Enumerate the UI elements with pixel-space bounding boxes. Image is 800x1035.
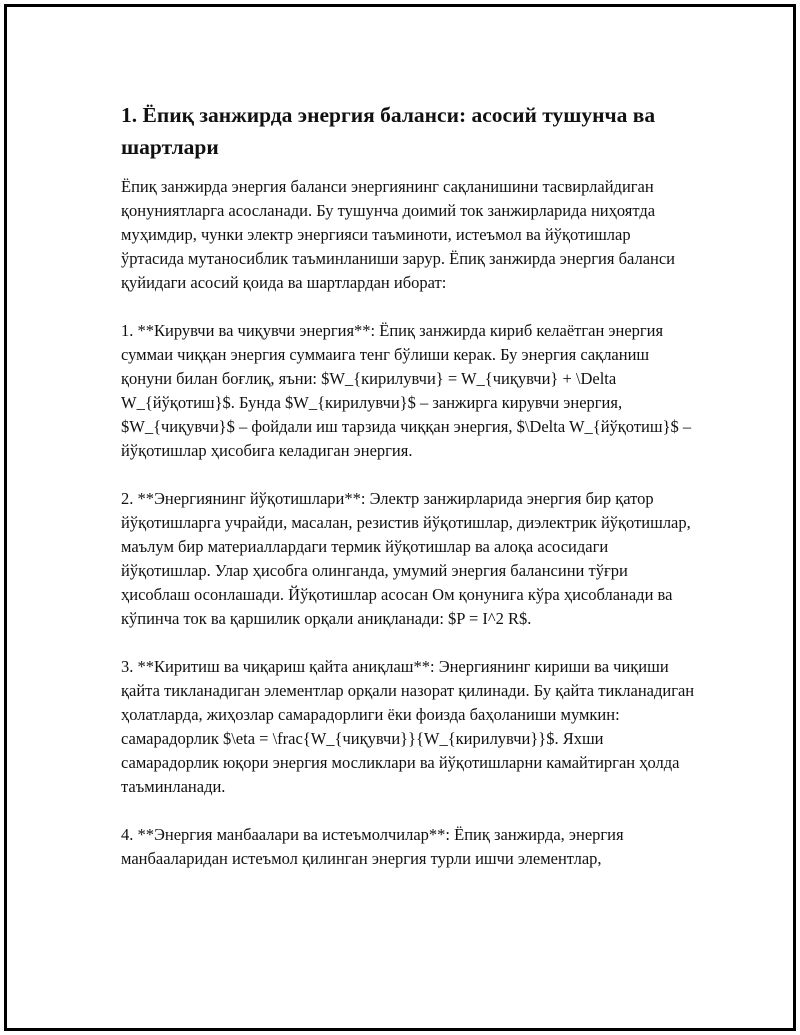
page-frame [4, 4, 796, 1031]
intro-paragraph: Ёпиқ занжирда энергия баланси энергиянинг сақланишини тасвирлайдиган қонуниятларга асосланади. Бу тушунча доимий ток занжирларида ниҳоятда муҳимдир, чунки электр энергияси таъминоти, истеъмол ва йўқотишлар ўртасида мутаносиблик таъминланиши зарур. Ёпиқ занжирда энергия баланси қуйидаги асосий қоида ва шартлардан иборат: [121, 177, 676, 292]
paragraph-input-output-energy: 1. **Кирувчи ва чиқувчи энергия**: Ёпиқ занжирда кириб келаётган энергия суммаи чиққан энергия суммаига тенг бўлиши керак. Бу энергия сақланиш қонуни билан боғлиқ, яъни: $W_{кирилувчи} = W_{чиқувчи} + \Delta W_{йўқотиш}$. Бунда $W_{кирилувчи}$ – занжирга кирувчи энергия, $W_{чиқувчи}$ – фойдали иш тарзида чиққан энергия, $\Delta W_{йўқотиш}$ – йўқотишлар ҳисобига келадиган энергия. [121, 321, 692, 460]
paragraph-efficiency: 3. **Киритиш ва чиқариш қайта аниқлаш**: Энергиянинг кириши ва чиқиши қайта тикланадиган элементлар орқали назорат қилинади. Бу қайта тикланадиган ҳолатларда, жиҳозлар самарадорлиги ёки фоизда баҳоланиши мумкин: самарадорлик $\eta = \frac{W_{чиқувчи}}{W_{кирилувчи}}$. Яхши самарадорлик юқори энергия мосликлари ва йўқотишларни камайтирган ҳолда таъминланади. [121, 657, 695, 796]
paragraph-energy-losses: 2. **Энергиянинг йўқотишлари**: Электр занжирларида энергия бир қатор йўқотишларга учрайди, масалан, резистив йўқотишлар, диэлектрик йўқотишлар, маълум бир материаллардаги термик йўқотишлар ва алоқа асосидаги йўқотишлар. Улар ҳисобга олинганда, умумий энергия балансини тўғри ҳисоблаш осонлашади. Йўқотишлар асосан Ом қонунига кўра ҳисобланади ва кўпинча ток ва қаршилик орқали аниқланади: $P = I^2 R$. [121, 489, 691, 628]
document-body [121, 99, 697, 895]
paragraph-energy-sources: 4. **Энергия манбаалари ва истеъмолчилар**: Ёпиқ занжирда, энергия манбааларидан истеъмол қилинган энергия турли ишчи элементлар, [121, 825, 624, 868]
section-heading: 1. Ёпиқ занжирда энергия баланси: асосий тушунча ва шартлари [121, 103, 656, 159]
